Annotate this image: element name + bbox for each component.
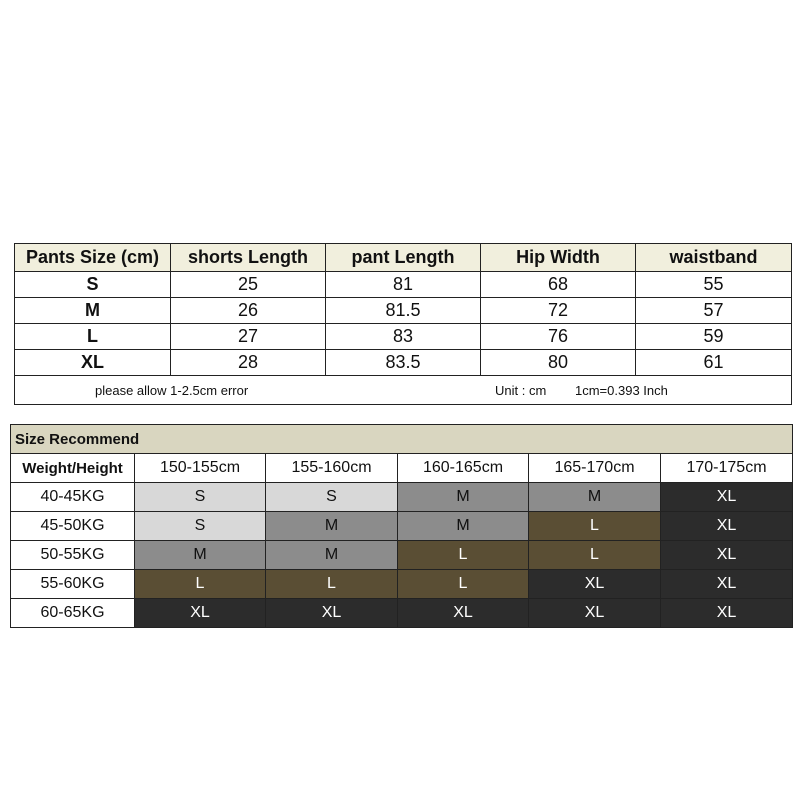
recommend-title: Size Recommend bbox=[11, 425, 793, 454]
size-cell: XL bbox=[266, 599, 398, 628]
note-row bbox=[15, 376, 792, 405]
size-cell: XL bbox=[661, 541, 793, 570]
size-cell: XL bbox=[661, 512, 793, 541]
recommend-body bbox=[11, 483, 793, 628]
size-label: L bbox=[15, 324, 171, 350]
table-row bbox=[11, 512, 793, 541]
hip-width-value: 80 bbox=[481, 350, 636, 376]
weight-label: 45-50KG bbox=[11, 512, 135, 541]
size-cell: S bbox=[135, 483, 266, 512]
header-hip-width: Hip Width bbox=[481, 244, 636, 272]
table-row bbox=[15, 272, 792, 298]
size-cell: S bbox=[135, 512, 266, 541]
waistband-value: 61 bbox=[636, 350, 792, 376]
pants-size-table bbox=[14, 243, 792, 405]
hip-width-value: 76 bbox=[481, 324, 636, 350]
size-cell: L bbox=[398, 570, 529, 599]
error-note: please allow 1-2.5cm error bbox=[95, 383, 249, 398]
height-header: 150-155cm bbox=[135, 454, 266, 483]
size-cell: XL bbox=[661, 570, 793, 599]
size-label: XL bbox=[15, 350, 171, 376]
size-label: S bbox=[15, 272, 171, 298]
size-cell: XL bbox=[661, 599, 793, 628]
waistband-value: 57 bbox=[636, 298, 792, 324]
hip-width-value: 68 bbox=[481, 272, 636, 298]
table-row bbox=[15, 324, 792, 350]
size-cell: M bbox=[266, 512, 398, 541]
size-cell: S bbox=[266, 483, 398, 512]
size-recommend-table bbox=[10, 424, 793, 628]
shorts-length-value: 25 bbox=[171, 272, 326, 298]
note-cell bbox=[15, 376, 792, 405]
recommend-header-row bbox=[11, 454, 793, 483]
size-cell: XL bbox=[529, 570, 661, 599]
shorts-length-value: 26 bbox=[171, 298, 326, 324]
header-pant-length: pant Length bbox=[326, 244, 481, 272]
size-cell: L bbox=[266, 570, 398, 599]
pant-length-value: 83.5 bbox=[326, 350, 481, 376]
weight-label: 40-45KG bbox=[11, 483, 135, 512]
size-cell: XL bbox=[529, 599, 661, 628]
height-header: 155-160cm bbox=[266, 454, 398, 483]
size-label: M bbox=[15, 298, 171, 324]
table-row bbox=[11, 570, 793, 599]
size-cell: XL bbox=[661, 483, 793, 512]
hip-width-value: 72 bbox=[481, 298, 636, 324]
height-header: 170-175cm bbox=[661, 454, 793, 483]
weight-label: 60-65KG bbox=[11, 599, 135, 628]
table-row bbox=[11, 483, 793, 512]
size-cell: L bbox=[398, 541, 529, 570]
waistband-value: 59 bbox=[636, 324, 792, 350]
header-shorts-length: shorts Length bbox=[171, 244, 326, 272]
size-cell: M bbox=[398, 512, 529, 541]
size-cell: L bbox=[529, 541, 661, 570]
pant-length-value: 81.5 bbox=[326, 298, 481, 324]
size-cell: L bbox=[529, 512, 661, 541]
recommend-title-row bbox=[11, 425, 793, 454]
size-cell: M bbox=[266, 541, 398, 570]
header-pants-size: Pants Size (cm) bbox=[15, 244, 171, 272]
waistband-value: 55 bbox=[636, 272, 792, 298]
table-row bbox=[11, 541, 793, 570]
height-header: 160-165cm bbox=[398, 454, 529, 483]
size-cell: XL bbox=[135, 599, 266, 628]
weight-label: 55-60KG bbox=[11, 570, 135, 599]
pant-length-value: 83 bbox=[326, 324, 481, 350]
header-waistband: waistband bbox=[636, 244, 792, 272]
weight-label: 50-55KG bbox=[11, 541, 135, 570]
size-cell: M bbox=[529, 483, 661, 512]
size-cell: M bbox=[398, 483, 529, 512]
size-cell: XL bbox=[398, 599, 529, 628]
table-row bbox=[15, 298, 792, 324]
size-table-header-row bbox=[15, 244, 792, 272]
table-row bbox=[11, 599, 793, 628]
shorts-length-value: 28 bbox=[171, 350, 326, 376]
table-row bbox=[15, 350, 792, 376]
unit-note: Unit : cm bbox=[495, 383, 547, 398]
pant-length-value: 81 bbox=[326, 272, 481, 298]
height-header: 165-170cm bbox=[529, 454, 661, 483]
size-cell: L bbox=[135, 570, 266, 599]
conversion-note: 1cm=0.393 Inch bbox=[575, 383, 668, 398]
shorts-length-value: 27 bbox=[171, 324, 326, 350]
size-cell: M bbox=[135, 541, 266, 570]
weight-height-corner: Weight/Height bbox=[11, 454, 135, 483]
